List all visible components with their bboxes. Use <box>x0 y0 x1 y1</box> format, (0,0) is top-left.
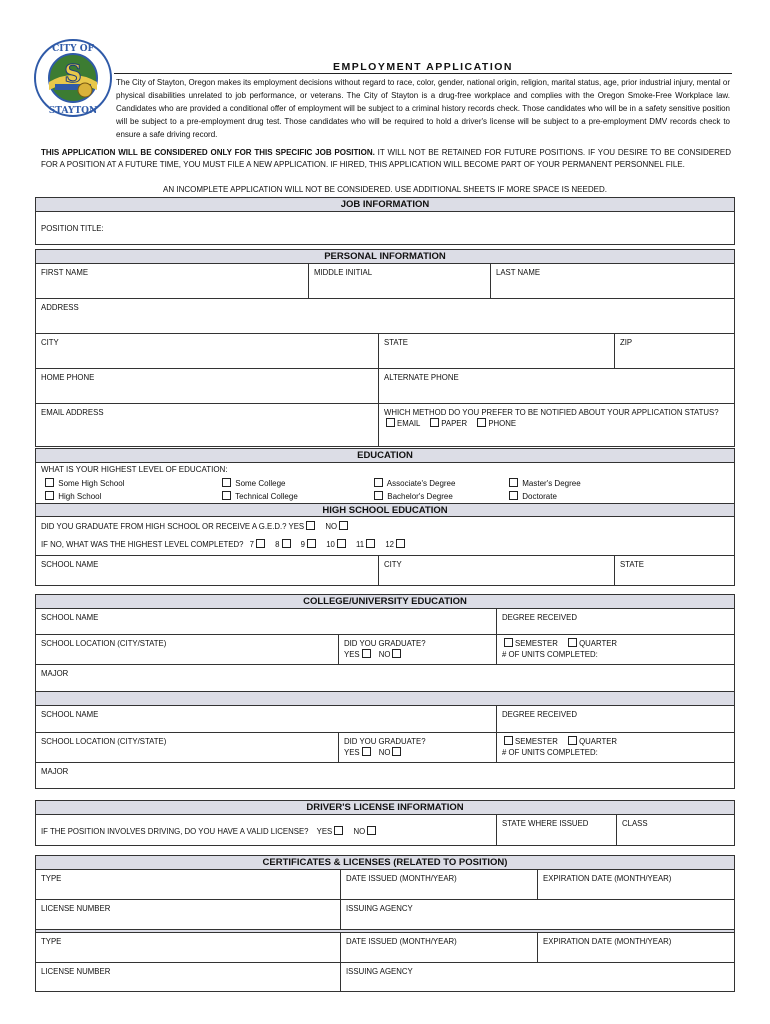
license-class-field[interactable] <box>616 815 734 845</box>
license-no-checkbox[interactable] <box>367 826 376 835</box>
seal-letter: S <box>64 59 82 88</box>
date-issued-label-2: DATE ISSUED (MONTH/YEAR) <box>346 937 457 946</box>
license-no-label: NO <box>353 827 366 836</box>
alternate-phone-field[interactable] <box>378 369 734 403</box>
issuing-agency-label: ISSUING AGENCY <box>346 904 413 913</box>
semester-label-2: SEMESTER <box>515 737 558 746</box>
some-high-school-label: Some High School <box>58 479 125 488</box>
ged-question: DID YOU GRADUATE FROM HIGH SCHOOL OR RECEIVE A G.E.D.? <box>41 522 287 531</box>
license-yes-checkbox[interactable] <box>334 826 343 835</box>
highest-level-row <box>36 536 734 555</box>
issuing-agency-label-2: ISSUING AGENCY <box>346 967 413 976</box>
city-seal-logo <box>33 38 113 118</box>
state-issued-label: STATE WHERE ISSUED <box>502 819 589 828</box>
semester-checkbox[interactable] <box>504 638 513 647</box>
notification-preference <box>378 404 734 446</box>
license-class-label: CLASS <box>622 819 648 828</box>
semester-label: SEMESTER <box>515 639 558 648</box>
ged-no-checkbox[interactable] <box>339 521 348 530</box>
hs-school-name-label: SCHOOL NAME <box>41 560 99 569</box>
personal-information-section <box>35 249 735 447</box>
address-field[interactable] <box>36 299 734 333</box>
major-label-2: MAJOR <box>41 767 69 776</box>
city-label: CITY <box>41 338 59 347</box>
high-school-checkbox[interactable] <box>45 491 54 500</box>
last-name-field[interactable] <box>490 264 734 298</box>
email-address-field[interactable] <box>36 404 378 446</box>
section-header-job: JOB INFORMATION <box>36 198 734 212</box>
college-school-name-label: SCHOOL NAME <box>41 613 99 622</box>
hs-school-name-field[interactable] <box>36 556 378 585</box>
bachelors-degree-checkbox[interactable] <box>374 491 383 500</box>
phone-checkbox[interactable] <box>477 418 486 427</box>
ged-no-label: NO <box>325 522 338 531</box>
drivers-license-section <box>35 800 735 846</box>
hs-state-label: STATE <box>620 560 644 569</box>
some-high-school-checkbox[interactable] <box>45 478 54 487</box>
graduate-yes-checkbox-2[interactable] <box>362 747 371 756</box>
ged-yes-checkbox[interactable] <box>306 521 315 530</box>
units-2 <box>496 733 734 762</box>
units-1 <box>496 635 734 664</box>
seal-top-text: CITY OF <box>52 44 94 54</box>
home-phone-label: HOME PHONE <box>41 373 95 382</box>
issuing-agency-field-1[interactable] <box>340 900 734 929</box>
grade-12-label: 12 <box>385 540 394 549</box>
expiration-date-field-1[interactable] <box>537 870 734 899</box>
degree-received-field-1[interactable] <box>496 609 734 634</box>
retention-notice <box>41 147 731 171</box>
intro-paragraph: The City of Stayton, Oregon makes its employment decisions without regard to race, color, gender, national origin, religion, marital status, age, prior industrial injury, mental or physical disabilities unrelated to job performance, or veterans. The City of Stayton is a drug-free workplace and complies with the Oregon Smoke-Free Workplace law. Candidates who are provided a conditional offer of employment will be subject to a criminal history records check. Those candidates who will be in a safety sensitive position will be subject to a pre-employment drug test. Those candidates who will be required to hold a driver's license will be subject to a pre-employment DMV records check to ensure a safe driving record. <box>116 78 730 139</box>
email-checkbox[interactable] <box>386 418 395 427</box>
graduate-yes-label-2: YES <box>344 748 360 757</box>
home-phone-field[interactable] <box>36 369 378 403</box>
cert-type-label-2: TYPE <box>41 937 62 946</box>
section-header-personal: PERSONAL INFORMATION <box>36 250 734 264</box>
quarter-label-2: QUARTER <box>579 737 618 746</box>
graduate-question: DID YOU GRADUATE? <box>344 639 426 648</box>
college-divider <box>36 691 734 705</box>
some-college-checkbox[interactable] <box>222 478 231 487</box>
license-number-label: LICENSE NUMBER <box>41 904 111 913</box>
license-yes-label: YES <box>316 827 333 836</box>
section-header-high-school: HIGH SCHOOL EDUCATION <box>36 503 734 517</box>
hs-city-field[interactable] <box>378 556 614 585</box>
grade-7-checkbox[interactable] <box>256 539 265 548</box>
first-name-field[interactable] <box>36 264 308 298</box>
school-location-label-2: SCHOOL LOCATION (CITY/STATE) <box>41 737 167 746</box>
technical-college-checkbox[interactable] <box>222 491 231 500</box>
masters-degree-checkbox[interactable] <box>509 478 518 487</box>
grade-11-label: 11 <box>356 540 365 549</box>
ged-question-row <box>36 517 734 536</box>
high-school-label: High School <box>58 492 102 501</box>
notice-rest: IT WILL NOT BE RETAINED FOR FUTURE POSITIONS. IF YOU DESIRE TO BE CONSIDERED FOR A POSITION AT A FUTURE TIME, YOU MUST FILE A NEW APPLICATION. IF HIRED, THIS APPLICATION WILL BECOME PART OF YOUR PERMANENT PERSONNEL FILE. <box>41 148 731 169</box>
grade-10-label: 10 <box>326 540 335 549</box>
address-label: ADDRESS <box>41 303 79 312</box>
masters-degree-label: Master's Degree <box>522 479 581 488</box>
college-education-section <box>35 594 735 789</box>
section-header-college: COLLEGE/UNIVERSITY EDUCATION <box>36 595 734 609</box>
college-school-name-field-2[interactable] <box>36 706 496 732</box>
bachelors-degree-label: Bachelor's Degree <box>387 492 453 501</box>
position-title-label: POSITION TITLE: <box>41 224 104 233</box>
expiration-date-label-2: EXPIRATION DATE (MONTH/YEAR) <box>543 937 672 946</box>
college-school-name-field-1[interactable] <box>36 609 496 634</box>
middle-initial-label: MIDDLE INITIAL <box>314 268 373 277</box>
quarter-checkbox-2[interactable] <box>568 736 577 745</box>
zip-field[interactable] <box>614 334 734 368</box>
major-field-1[interactable] <box>36 665 734 691</box>
notice-bold: THIS APPLICATION WILL BE CONSIDERED ONLY FOR THIS SPECIFIC JOB POSITION. <box>41 148 375 157</box>
zip-label: ZIP <box>620 338 633 347</box>
graduate-question-2: DID YOU GRADUATE? <box>344 737 426 746</box>
cert-type-field-1[interactable] <box>36 870 340 899</box>
paper-option-label: PAPER <box>441 419 468 428</box>
city-field[interactable] <box>36 334 378 368</box>
grade-7-label: 7 <box>249 540 254 549</box>
expiration-date-label: EXPIRATION DATE (MONTH/YEAR) <box>543 874 672 883</box>
some-college-label: Some College <box>235 479 286 488</box>
title-rule <box>114 73 732 74</box>
email-option-label: EMAIL <box>397 419 421 428</box>
state-issued-field[interactable] <box>496 815 616 845</box>
incomplete-notice: AN INCOMPLETE APPLICATION WILL NOT BE CONSIDERED. USE ADDITIONAL SHEETS IF MORE SPACE IS NEEDED. <box>163 185 607 194</box>
degree-received-field-2[interactable] <box>496 706 734 732</box>
paper-checkbox[interactable] <box>430 418 439 427</box>
job-information-section <box>35 197 735 245</box>
graduate-yes-checkbox[interactable] <box>362 649 371 658</box>
doctorate-label: Doctorate <box>522 492 557 501</box>
graduate-no-checkbox-2[interactable] <box>392 747 401 756</box>
valid-license-row <box>36 815 496 845</box>
issuing-agency-field-2[interactable] <box>340 963 734 991</box>
section-header-license: DRIVER'S LICENSE INFORMATION <box>36 801 734 815</box>
date-issued-field-1[interactable] <box>340 870 537 899</box>
state-label: STATE <box>384 338 408 347</box>
hs-state-field[interactable] <box>614 556 734 585</box>
graduate-no-label: NO <box>378 650 391 659</box>
school-location-field-1[interactable] <box>36 635 338 664</box>
expiration-date-field-2[interactable] <box>537 933 734 962</box>
date-issued-field-2[interactable] <box>340 933 537 962</box>
college-school-name-label-2: SCHOOL NAME <box>41 710 99 719</box>
college-graduate-2 <box>338 733 496 762</box>
degree-received-label: DEGREE RECEIVED <box>502 613 577 622</box>
grade-8-checkbox[interactable] <box>282 539 291 548</box>
graduate-no-label-2: NO <box>378 748 391 757</box>
grade-8-label: 8 <box>275 540 280 549</box>
license-number-label-2: LICENSE NUMBER <box>41 967 111 976</box>
education-section <box>35 448 735 586</box>
grade-10-checkbox[interactable] <box>337 539 346 548</box>
college-graduate-1 <box>338 635 496 664</box>
education-question: WHAT IS YOUR HIGHEST LEVEL OF EDUCATION: <box>41 465 228 474</box>
technical-college-label: Technical College <box>235 492 298 501</box>
highest-level-question: IF NO, WHAT WAS THE HIGHEST LEVEL COMPLETED? <box>41 540 244 549</box>
units-completed-label-2: # OF UNITS COMPLETED: <box>502 748 598 757</box>
certificates-section <box>35 855 735 992</box>
quarter-label: QUARTER <box>579 639 618 648</box>
major-label: MAJOR <box>41 669 69 678</box>
alternate-phone-label: ALTERNATE PHONE <box>384 373 459 382</box>
doctorate-checkbox[interactable] <box>509 491 518 500</box>
notification-question: WHICH METHOD DO YOU PREFER TO BE NOTIFIED ABOUT YOUR APPLICATION STATUS? <box>384 408 719 417</box>
grade-11-checkbox[interactable] <box>366 539 375 548</box>
valid-license-question: IF THE POSITION INVOLVES DRIVING, DO YOU HAVE A VALID LICENSE? <box>41 827 309 836</box>
graduate-yes-label: YES <box>344 650 360 659</box>
education-level-options <box>36 463 734 503</box>
section-header-education: EDUCATION <box>36 449 734 463</box>
quarter-checkbox[interactable] <box>568 638 577 647</box>
cert-type-field-2[interactable] <box>36 933 340 962</box>
grade-9-checkbox[interactable] <box>307 539 316 548</box>
license-number-field-2[interactable] <box>36 963 340 991</box>
position-title-field[interactable] <box>36 212 734 244</box>
associates-degree-checkbox[interactable] <box>374 478 383 487</box>
grade-9-label: 9 <box>300 540 306 549</box>
last-name-label: LAST NAME <box>496 268 541 277</box>
phone-option-label: PHONE <box>488 419 517 428</box>
license-number-field-1[interactable] <box>36 900 340 929</box>
first-name-label: FIRST NAME <box>41 268 89 277</box>
degree-received-label-2: DEGREE RECEIVED <box>502 710 577 719</box>
cert-type-label: TYPE <box>41 874 62 883</box>
grade-12-checkbox[interactable] <box>396 539 405 548</box>
state-field[interactable] <box>378 334 614 368</box>
page-title: EMPLOYMENT APPLICATION <box>333 61 513 73</box>
ged-yes-label: YES <box>288 522 305 531</box>
hs-city-label: CITY <box>384 560 402 569</box>
associates-degree-label: Associate's Degree <box>386 479 456 488</box>
seal-bottom-text: STAYTON <box>48 106 98 116</box>
section-header-certificates: CERTIFICATES & LICENSES (RELATED TO POSITION) <box>36 856 734 870</box>
semester-checkbox-2[interactable] <box>504 736 513 745</box>
email-address-label: EMAIL ADDRESS <box>41 408 104 417</box>
school-location-label: SCHOOL LOCATION (CITY/STATE) <box>41 639 167 648</box>
units-completed-label: # OF UNITS COMPLETED: <box>502 650 598 659</box>
major-field-2[interactable] <box>36 763 734 788</box>
middle-initial-field[interactable] <box>308 264 490 298</box>
date-issued-label: DATE ISSUED (MONTH/YEAR) <box>346 874 457 883</box>
school-location-field-2[interactable] <box>36 733 338 762</box>
graduate-no-checkbox[interactable] <box>392 649 401 658</box>
